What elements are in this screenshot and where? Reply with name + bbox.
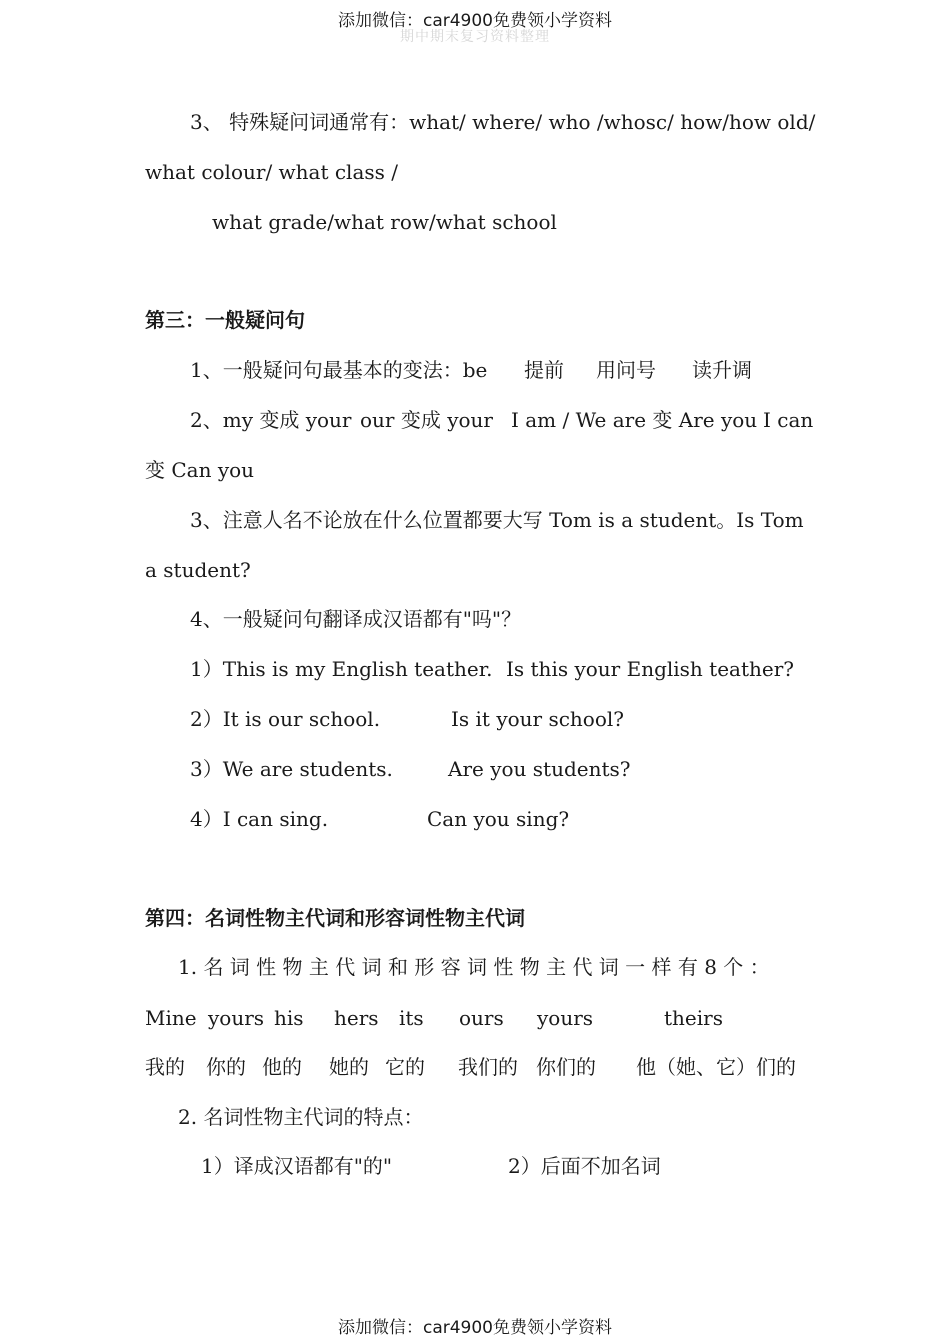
example-2-question: Is it your school? [451, 707, 624, 731]
pronoun-zh-5: 它的 [385, 1055, 425, 1079]
example-1-question: Is this your English teather? [506, 657, 795, 681]
item1-part-c: 读升调 [692, 358, 752, 382]
item4-title: 4、一般疑问句翻译成汉语都有"吗"？ [190, 607, 522, 631]
section4-item1: 1. 名 词 性 物 主 代 词 和 形 容 词 性 物 主 代 词 一 样 有 8 个 ： [178, 955, 770, 979]
item2-part-a: 2、my 变成 your [190, 408, 352, 432]
pronoun-en-6: ours [459, 1006, 504, 1030]
pronoun-zh-4: 她的 [329, 1055, 369, 1079]
example-3-question: Are you students? [448, 757, 631, 781]
example-2-statement: 2）It is our school. [190, 707, 381, 731]
ghost-header: 期中期末复习资料整理 [400, 29, 550, 45]
pronoun-en-7: yours [537, 1006, 594, 1030]
pronoun-zh-6: 我们的 [458, 1055, 518, 1079]
example-1-statement: 1）This is my English teather. [190, 657, 493, 681]
item2-part-b: our 变成 your [360, 408, 493, 432]
item2-continuation: 变 Can you [145, 458, 255, 482]
example-4-question: Can you sing? [427, 807, 570, 831]
item2-part-c: I am / We are 变 Are you [511, 408, 758, 432]
pronoun-zh-2: 你的 [206, 1055, 246, 1079]
pronoun-en-2: yours [208, 1006, 265, 1030]
feature-2: 2）后面不加名词 [508, 1154, 661, 1178]
pronoun-en-5: its [399, 1006, 424, 1030]
feature-1: 1）译成汉语都有"的" [201, 1154, 393, 1178]
special-question-words-line2: what colour/ what class / [145, 160, 398, 184]
pronoun-zh-8: 他（她、它）们的 [636, 1055, 796, 1079]
item1-part-a: 提前 [524, 358, 564, 382]
item2-part-d: I can [763, 408, 814, 432]
pronoun-zh-3: 他的 [262, 1055, 302, 1079]
watermark-bottom: 添加微信：car4900免费领小学资料 [337, 1318, 613, 1338]
pronoun-zh-7: 你们的 [536, 1055, 596, 1079]
item1-part-b: 用问号 [596, 358, 656, 382]
item1-text: 1、一般疑问句最基本的变法：be [190, 358, 488, 382]
section-heading-4: 第四：名词性物主代词和形容词性物主代词 [145, 906, 525, 930]
example-4-statement: 4）I can sing. [190, 807, 329, 831]
item3-line2: a student? [145, 558, 251, 582]
pronoun-en-4: hers [334, 1006, 379, 1030]
pronoun-en-8: theirs [664, 1006, 723, 1030]
section4-item2: 2. 名词性物主代词的特点： [178, 1105, 424, 1129]
special-question-words-line3: what grade/what row/what school [212, 210, 557, 234]
pronoun-en-1: Mine [145, 1006, 197, 1030]
pronoun-zh-1: 我的 [145, 1055, 185, 1079]
item3-line1: 3、注意人名不论放在什么位置都要大写 Tom is a student。Is Tom [190, 508, 804, 532]
special-question-words-line1: 3、 特殊疑问词通常有：what/ where/ who /whosc/ how/how old/ [190, 110, 816, 134]
example-3-statement: 3）We are students. [190, 757, 393, 781]
section-heading-3: 第三：一般疑问句 [145, 308, 305, 332]
pronoun-en-3: his [274, 1006, 304, 1030]
watermark-top: 添加微信：car4900免费领小学资料 [337, 11, 613, 31]
